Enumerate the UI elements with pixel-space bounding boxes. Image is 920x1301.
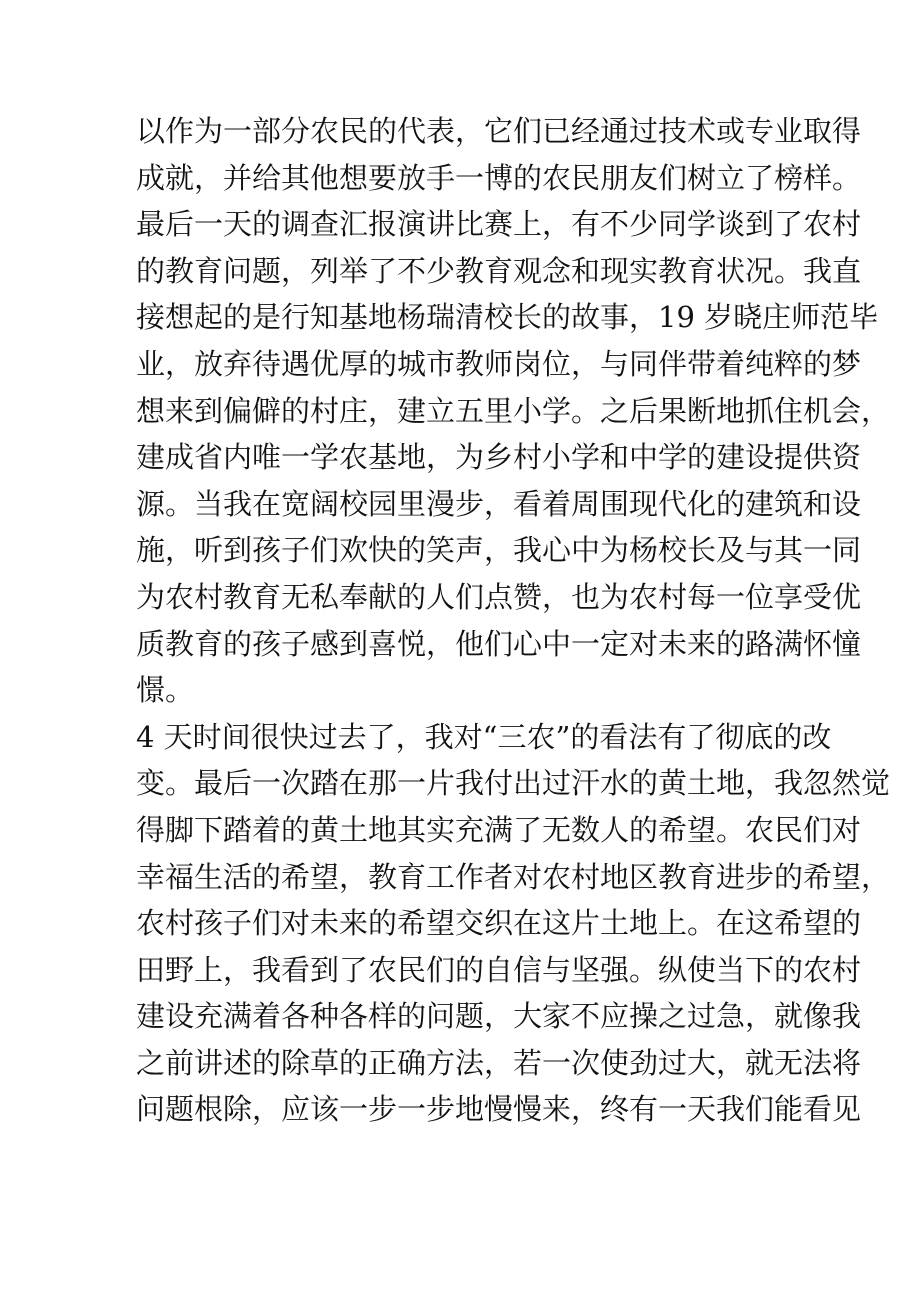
text-line: 业，放弃待遇优厚的城市教师岗位，与同伴带着纯粹的梦	[136, 346, 862, 381]
text-line: 幸福生活的希望，教育工作者对农村地区教育进步的希望，	[136, 859, 891, 894]
text-line: 得脚下踏着的黄土地其实充满了无数人的希望。农民们对	[136, 812, 862, 847]
text-line: 变。最后一次踏在那一片我付出过汗水的黄土地，我忽然觉	[136, 766, 891, 801]
text-line: 田野上，我看到了农民们的自信与坚强。纵使当下的农村	[136, 952, 862, 987]
text-line: 建成省内唯一学农基地，为乡村小学和中学的建设提供资	[136, 440, 862, 475]
text-line: 接想起的是行知基地杨瑞清校长的故事，19 岁晓庄师范毕	[136, 300, 879, 335]
text-line: 建设充满着各种各样的问题，大家不应操之过急，就像我	[136, 999, 862, 1034]
text-line: 4 天时间很快过去了，我对“三农”的看法有了彻底的改	[136, 719, 832, 754]
text-line: 为农村教育无私奉献的人们点赞，也为农村每一位享受优	[136, 579, 862, 614]
text-line: 成就，并给其他想要放手一博的农民朋友们树立了榜样。	[136, 160, 862, 195]
document-body-text	[136, 108, 891, 1133]
text-line: 源。当我在宽阔校园里漫步，看着周围现代化的建筑和设	[136, 486, 862, 521]
text-line: 以作为一部分农民的代表，它们已经通过技术或专业取得	[136, 114, 862, 148]
text-line: 憬。	[136, 673, 195, 708]
text-line: 施，听到孩子们欢快的笑声，我心中为杨校长及与其一同	[136, 533, 862, 568]
text-line: 的教育问题，列举了不少教育观念和现实教育状况。我直	[136, 253, 862, 288]
text-line: 之前讲述的除草的正确方法，若一次使劲过大，就无法将	[136, 1045, 862, 1080]
text-line: 农村孩子们对未来的希望交织在这片土地上。在这希望的	[136, 906, 862, 941]
text-line: 想来到偏僻的村庄，建立五里小学。之后果断地抓住机会，	[136, 393, 891, 428]
text-line: 问题根除，应该一步一步地慢慢来，终有一天我们能看见	[136, 1092, 862, 1127]
text-line: 质教育的孩子感到喜悦，他们心中一定对未来的路满怀憧	[136, 626, 862, 661]
text-line: 最后一天的调查汇报演讲比赛上，有不少同学谈到了农村	[136, 207, 862, 242]
